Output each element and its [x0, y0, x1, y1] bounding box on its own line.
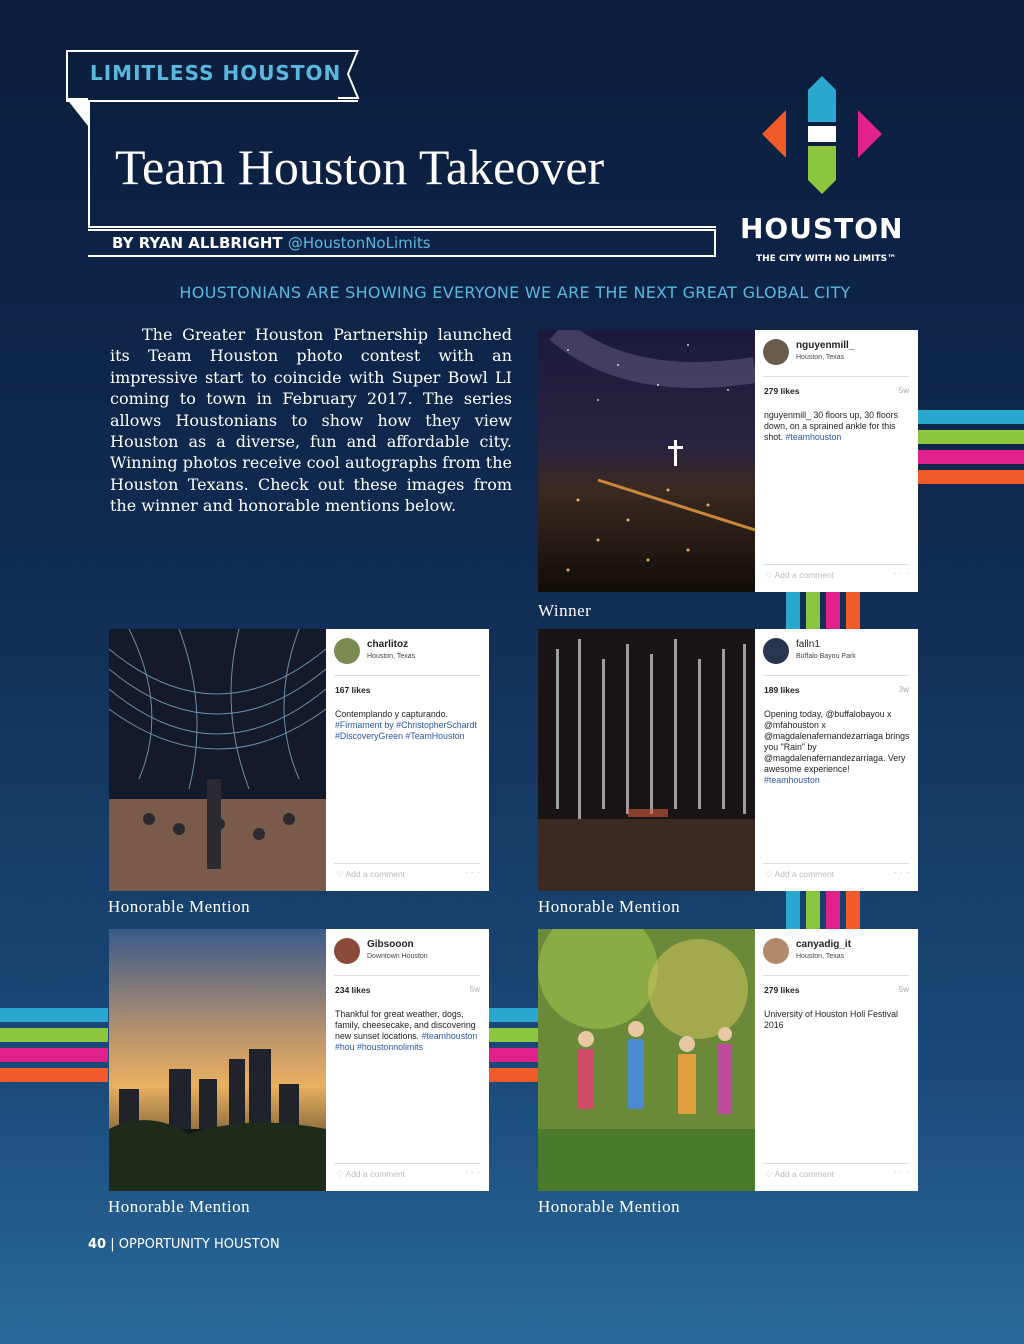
- post-caption: [764, 410, 910, 443]
- post-label: Honorable Mention: [538, 897, 681, 916]
- photo-city-night-milky-way: [538, 330, 755, 592]
- post-likes: 279 likes: [764, 985, 800, 995]
- houston-logo-icon: [760, 74, 884, 198]
- post-panel: [755, 330, 918, 592]
- avatar[interactable]: [763, 638, 789, 664]
- divider: [763, 975, 909, 976]
- post-label: Winner: [538, 601, 592, 620]
- instagram-post-gibsooon[interactable]: [109, 929, 489, 1191]
- post-username[interactable]: nguyenmill_: [796, 340, 855, 351]
- post-age: 5w: [898, 985, 909, 994]
- more-options-icon[interactable]: · · ·: [893, 568, 909, 579]
- caption-hashtags[interactable]: #teamhouston: [785, 432, 842, 442]
- photo-firmament-installation: [109, 629, 326, 891]
- post-age: 3w: [898, 685, 909, 694]
- post-label: Honorable Mention: [108, 897, 251, 916]
- post-username[interactable]: Gibsooon: [367, 939, 414, 950]
- divider: [763, 376, 909, 377]
- caption-hashtags[interactable]: #Firmament by #ChristopherSchardt #DiscoveryGreen #TeamHouston: [335, 720, 477, 741]
- post-caption: [335, 1009, 481, 1053]
- more-options-icon[interactable]: · · ·: [464, 867, 480, 878]
- publication-name: | OPPORTUNITY HOUSTON: [110, 1237, 280, 1252]
- page-title: Team Houston Takeover: [115, 139, 605, 195]
- post-username[interactable]: canyadig_it: [796, 939, 852, 950]
- caption-hashtags[interactable]: #teamhouston #hou #houstonnolimits: [335, 1031, 478, 1052]
- divider: [334, 675, 480, 676]
- caption-text: Thankful for great weather, dogs, family, cheesecake, and discovering new sunset locations.: [335, 1009, 476, 1041]
- add-comment-field[interactable]: ♡ Add a comment: [336, 1169, 406, 1179]
- more-options-icon[interactable]: · · ·: [893, 867, 909, 878]
- post-panel: [755, 629, 918, 891]
- add-comment-field[interactable]: ♡ Add a comment: [765, 1169, 835, 1179]
- caption-text: nguyenmill_ 30 floors up, 30 floors down, on a sprained ankle for this shot.: [764, 410, 898, 442]
- post-caption: University of Houston Holi Festival 2016: [764, 1009, 898, 1030]
- post-location[interactable]: Downtown Houston: [367, 953, 428, 960]
- add-comment-field[interactable]: ♡ Add a comment: [336, 869, 406, 879]
- divider: [763, 564, 909, 565]
- divider: [334, 1163, 480, 1164]
- post-likes: 167 likes: [335, 685, 371, 695]
- divider: [334, 863, 480, 864]
- logo-tagline: THE CITY WITH NO LIMITS™: [756, 254, 897, 264]
- post-caption: [335, 709, 481, 742]
- page-footer: [88, 1237, 280, 1252]
- instagram-post-falln1[interactable]: [538, 629, 918, 891]
- post-caption: [764, 709, 910, 786]
- post-panel: [755, 929, 918, 1191]
- post-username[interactable]: falln1: [796, 639, 820, 650]
- divider: [763, 1163, 909, 1164]
- caption-text: Contemplando y capturando.: [335, 709, 448, 719]
- avatar[interactable]: [763, 339, 789, 365]
- instagram-post-winner[interactable]: [538, 330, 918, 592]
- post-label: Honorable Mention: [538, 1197, 681, 1216]
- byline-author: BY RYAN ALLBRIGHT: [112, 234, 283, 252]
- avatar[interactable]: [763, 938, 789, 964]
- instagram-post-charlitoz[interactable]: [109, 629, 489, 891]
- post-likes: 189 likes: [764, 685, 800, 695]
- add-comment-placeholder: Add a comment: [774, 1169, 835, 1179]
- intro-paragraph: The Greater Houston Partnership launched its Team Houston photo contest with an impressive start to coincide with Super Bowl LI coming to town in February 2017. The series allows Houstonians to show how they view Houston as a diverse, fun and affordable city. Winning photos receive cool autographs from the Houston Texans. Check out these images from the winner and honorable mentions below.: [110, 325, 512, 516]
- post-location[interactable]: Houston, Texas: [796, 953, 845, 960]
- more-options-icon[interactable]: · · ·: [893, 1167, 909, 1178]
- more-options-icon[interactable]: · · ·: [464, 1167, 480, 1178]
- divider: [763, 863, 909, 864]
- logo-wordmark: HOUSTON: [740, 212, 904, 245]
- post-label: Honorable Mention: [108, 1197, 251, 1216]
- caption-hashtags[interactable]: #teamhouston: [764, 775, 820, 785]
- photo-skyline-sunset: [109, 929, 326, 1191]
- byline: [112, 234, 431, 252]
- post-panel: [326, 629, 489, 891]
- page-number: 40: [88, 1237, 107, 1252]
- post-age: 5w: [898, 386, 909, 395]
- divider: [763, 675, 909, 676]
- post-location[interactable]: Houston, Texas: [796, 354, 845, 361]
- byline-handle[interactable]: @HoustonNoLimits: [287, 234, 431, 252]
- section-tag-notch: [338, 50, 360, 102]
- tag-fold: [66, 98, 90, 128]
- photo-rain-installation: [538, 629, 755, 891]
- avatar[interactable]: [334, 638, 360, 664]
- subhead: HOUSTONIANS ARE SHOWING EVERYONE WE ARE THE NEXT GREAT GLOBAL CITY: [179, 283, 851, 302]
- add-comment-placeholder: Add a comment: [345, 1169, 406, 1179]
- post-username[interactable]: charlitoz: [367, 639, 409, 650]
- divider: [334, 975, 480, 976]
- post-location[interactable]: Houston, Texas: [367, 653, 416, 660]
- avatar[interactable]: [334, 938, 360, 964]
- add-comment-placeholder: Add a comment: [774, 570, 835, 580]
- caption-text: Opening today, @buffalobayou x @mfahouston x @magdalenafernandezarriaga brings you "Rain" by @magdalenafernandezarriaga. Very awesome experience!: [764, 709, 910, 774]
- post-likes: 279 likes: [764, 386, 800, 396]
- post-panel: [326, 929, 489, 1191]
- post-likes: 234 likes: [335, 985, 371, 995]
- instagram-post-canyadig-it[interactable]: [538, 929, 918, 1191]
- add-comment-field[interactable]: ♡ Add a comment: [765, 869, 835, 879]
- section-tag: LIMITLESS HOUSTON: [90, 61, 342, 85]
- post-location[interactable]: Buffalo Bayou Park: [796, 653, 856, 660]
- add-comment-field[interactable]: ♡ Add a comment: [765, 570, 835, 580]
- add-comment-placeholder: Add a comment: [774, 869, 835, 879]
- post-age: 5w: [469, 985, 480, 994]
- add-comment-placeholder: Add a comment: [345, 869, 406, 879]
- photo-holi-festival: [538, 929, 755, 1191]
